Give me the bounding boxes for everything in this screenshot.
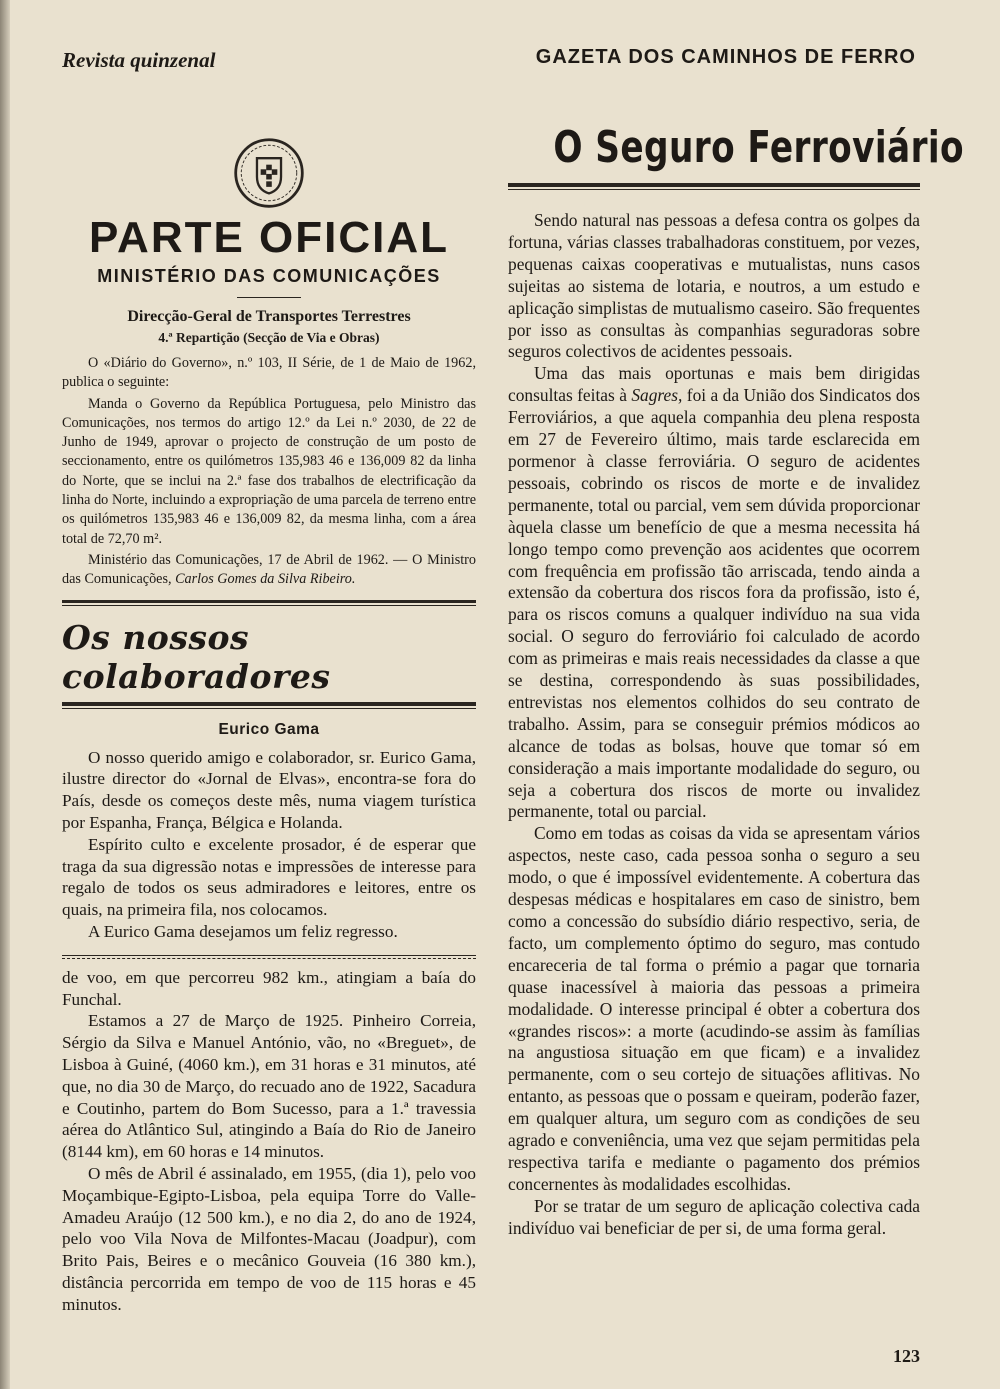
ministry-name: MINISTÉRIO DAS COMUNICAÇÕES xyxy=(97,266,441,286)
coat-of-arms-icon xyxy=(232,136,306,210)
parte-oficial-title: PARTE OFICIAL xyxy=(88,213,450,262)
continuation-text xyxy=(62,967,476,1316)
decree-signature-paragraph xyxy=(62,551,476,590)
header-periodicity: Revista quinzenal xyxy=(62,48,216,72)
article-paragraph xyxy=(508,363,920,823)
article-paragraph: de voo, em que percorreu 982 km., atingiam a baía do Funchal. xyxy=(62,967,476,1009)
page-number: 123 xyxy=(893,1346,920,1366)
section-divider xyxy=(62,600,476,606)
decree-paragraph: Manda o Governo da República Portuguesa, pelo Ministro das Comunicações, nos termos do artigo 12.º da Lei n.º 2030, de 22 de Junho de 1949, aprovar o projecto de construção de um posto de seccionamento, entre os quilómetros 135,983 46 e 136,009 82 da linha do Norte, que se inclui na 2.ª fase dos trabalhos de electrificação da linha do Norte, incluindo a expropriação de uma parcela de terreno entre os quilómetros 135,983 46 e 136,009 82, da mesma linha, com a área total de 72,70 m². xyxy=(62,395,476,547)
right-column xyxy=(508,112,965,1240)
article-paragraph: Como em todas as coisas da vida se apresentam vários aspectos, neste caso, cada pessoa sonha o seguro a seu modo, o que é impossível evidentemente. A cobertura das despesas médicas e hospitalares em caso de sinistro, bem como a concessão do subsídio diário respectivo, seria, de facto, um complemento óptimo do seguro, mas contudo encareceria de tal forma o prémio a pagar que tornaria quase inacessível à maioria das pessoas a primeira modalidade. O interesse principal é obter a cobertura dos «grandes riscos»: a morte (acudindo-se assim às famílias na angustiosa situação em que ficam) e a invalidez permanente, com o seu cortejo de situações aflitivas. No entanto, as pessoas que o possam e queiram, poderão fazer, em qualquer altura, um seguro com as condições de seu agrado e conveniência, uma vez que sejam permitidas pela respectiva tarifa e mediante o pagamento dos prémios concernentes às modalidades escolhidas. xyxy=(508,823,920,1194)
article-paragraph: Estamos a 27 de Março de 1925. Pinheiro Correia, Sérgio da Silva e Manuel António, vão, no «Breguet», de Lisboa à Guiné, (4060 km.), em 31 horas e 31 minutos, até que, no dia 30 de Março, do recuado ano de 1922, Sacadura e Coutinho, partem do Bom Sucesso, para a 1.ª travessia aérea do Atlântico Sul, atingindo a Baía do Rio de Janeiro (8144 km), em 60 horas e 14 minutos. xyxy=(62,1011,476,1162)
seguro-text xyxy=(508,210,920,1240)
repartition-heading: 4.ª Repartição (Secção de Via e Obras) xyxy=(158,330,380,345)
paragraph-text: foi a da União dos Sindicatos dos Ferroviários, a que aquela companhia deu plena resposta em 27 de Fevereiro último, mais tarde esclarecida em pormenor à classe ferroviária. O seguro de acidentes pessoais, cobrindo os riscos de morte e de invalidez permanente, total ou parcial, vem sem dúvida proporcionar àquela classe um benefício de que a mesma necessita há longo tempo como prevenção aos acidentes que ocorrem com frequência em profissão tão arriscada, tendo ainda a extensão da cobertura dos riscos fora da profissão, isto é, para os riscos comuns a qualquer indivíduo na sua vida social. O seguro do ferroviário foi calculado de acordo com as primeiras e mais reais necessidades da classe a que se destina, correspondendo às suas possibilidades, entrevistas nos elementos colhidos do seu contrato de trabalho. Assim, para se conseguir prémios módicos ao alcance de todas as bolsas, houve que tomar só em consideração a mais importante modalidade do seguro, ou seja a cobertura dos riscos de morte ou invalidez permanente, total ou parcial. xyxy=(508,385,920,822)
article-paragraph: Sendo natural nas pessoas a defesa contra os golpes da fortuna, várias classes trabalhadoras constituem, por vezes, pequenas caixas cooperativas e mutualistas, nuns casos sujeitas ao sistema de lotaria, e noutros, a um estudo e aplicação simplistas de mutualismo caseiro. São frequentes por isso as consultas às companhias seguradoras sobre seguros colectivos de acidentes pessoais. xyxy=(508,210,920,362)
section-divider xyxy=(62,955,476,959)
decree-signature-text: Ministério das Comunicações, 17 de Abril de 1962. — O Ministro das Comunicações, xyxy=(62,551,476,588)
directorate-heading: Direcção-Geral de Transportes Terrestres xyxy=(127,308,411,325)
article-paragraph: O nosso querido amigo e colaborador, sr. Eurico Gama, ilustre director do «Jornal de Elvas», encontra-se fora do País, desde os começos deste mês, numa viagem turística por Espanha, França, Bélgica e Holanda. xyxy=(62,747,476,832)
decree-paragraph: O «Diário do Governo», n.º 103, II Série, de 1 de Maio de 1962, publica o seguinte: xyxy=(62,355,476,391)
page-edge-shadow xyxy=(0,0,10,1389)
colaboradores-title: Os nossos colaboradores xyxy=(62,617,331,696)
article-paragraph: Espírito culto e excelente prosador, é de esperar que traga da sua digressão notas e impressões de interesse para regalo de todos os seus admiradores e leitores, entre os quais, na primeira fila, nos colocamos. xyxy=(62,834,476,920)
title-underline xyxy=(62,702,476,709)
minister-name: Carlos Gomes da Silva Ribeiro. xyxy=(175,571,356,588)
divider xyxy=(237,297,301,298)
header-publication-title: GAZETA DOS CAMINHOS DE FERRO xyxy=(535,46,916,68)
company-name: Sagres, xyxy=(631,385,683,406)
colaborador-name-heading: Eurico Gama xyxy=(218,720,320,738)
decree-text xyxy=(62,354,476,590)
article-paragraph: Por se tratar de um seguro de aplicação colectiva cada indivíduo vai beneficiar de per si, de uma forma geral. xyxy=(508,1195,920,1238)
article-paragraph: A Eurico Gama desejamos um feliz regresso. xyxy=(88,921,398,941)
seguro-ferroviario-title: O Seguro Ferroviário xyxy=(553,122,965,173)
title-underline xyxy=(508,183,920,190)
paragraph-text: Uma das mais oportunas e mais bem dirigidas consultas feitas à xyxy=(508,363,920,406)
left-column xyxy=(62,120,476,1315)
colaboradores-text xyxy=(62,747,476,943)
article-paragraph: O mês de Abril é assinalado, em 1955, (dia 1), pelo voo Moçambique-Egipto-Lisboa, pela equipa Torre do Valle-Amadeu Araújo (12 500 km.), e no dia 2, do ano de 1924, pelo voo Vila Nova de Milfontes-Macau (Joadpur), com Brito Pais, Beires e o mecânico Gouveia (16 380 km.), distância percorrida em tempo de voo de 115 horas e 45 minutos. xyxy=(62,1163,476,1314)
